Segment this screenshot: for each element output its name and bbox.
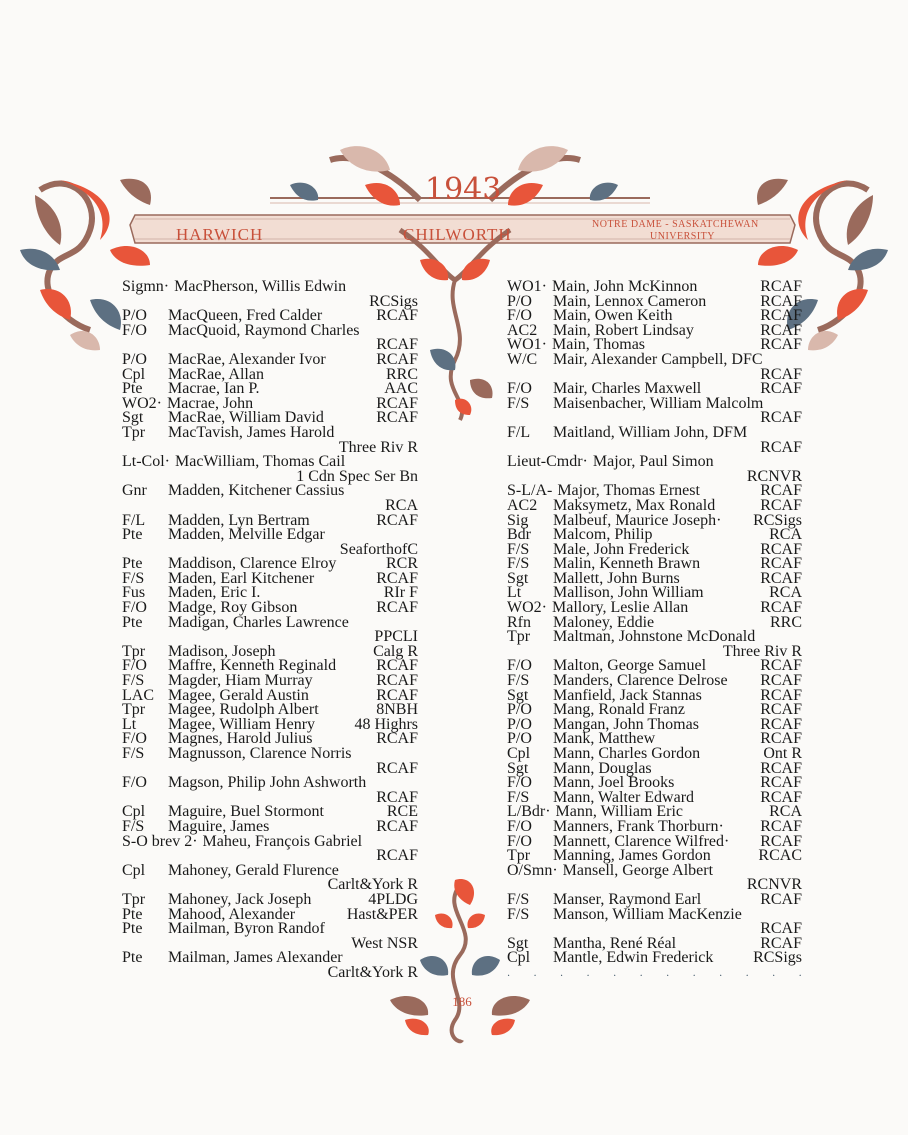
unit: RCAF xyxy=(760,336,802,354)
unit: RCA xyxy=(769,526,802,544)
unit-second-line: RCNVR xyxy=(746,876,802,894)
person-name: Magson, Philip John Ashworth xyxy=(168,774,367,792)
rank: L/Bdr· xyxy=(507,803,551,821)
unit: 4PLDG xyxy=(368,890,418,908)
rank: W/C xyxy=(507,350,538,368)
person-name: Magnusson, Clarence Norris xyxy=(168,745,352,762)
person-name: Malin, Kenneth Brawn xyxy=(553,555,701,573)
rank: Cpl xyxy=(122,861,146,879)
unit: RCAF xyxy=(760,321,802,339)
unit-second-line: RCSigs xyxy=(369,292,418,310)
rank: F/O xyxy=(507,307,532,325)
unit: RCA xyxy=(769,803,802,821)
person-name: Mair, Alexander Campbell, DFC xyxy=(553,350,763,368)
person-name: Mann, Joel Brooks xyxy=(553,774,675,792)
unit: RCA xyxy=(769,584,802,602)
center-vine xyxy=(420,259,493,420)
rank: F/O xyxy=(122,730,147,748)
person-name: Malton, George Samuel xyxy=(553,657,707,675)
rank: Sgt xyxy=(507,759,529,777)
unit: RCAF xyxy=(760,380,802,398)
person-name: Maguire, Buel Stormont xyxy=(168,803,324,821)
rank: Tpr xyxy=(507,847,531,865)
person-name: Male, John Frederick xyxy=(553,540,690,558)
rank: Pte xyxy=(122,613,143,631)
unit: RCAF xyxy=(760,307,802,325)
person-name: Madden, Lyn Bertram xyxy=(168,511,310,529)
unit: RCAF xyxy=(760,482,802,500)
rank: P/O xyxy=(507,292,532,310)
rank: Sigmn· xyxy=(122,278,170,295)
unit: RCAF xyxy=(376,672,418,690)
person-name: Macrae, Ian P. xyxy=(168,380,260,398)
roll-entry xyxy=(507,423,802,456)
rank: F/S xyxy=(507,672,530,690)
rank: Cpl xyxy=(122,365,146,383)
person-name: MacRae, William David xyxy=(168,409,324,427)
roll-entry xyxy=(507,350,802,383)
person-name: Manners, Frank Thorburn· xyxy=(553,817,724,835)
banner-label-right-line1: NOTRE DAME - SASKATCHEWAN xyxy=(592,219,759,230)
unit-second-line: Carlt&York R xyxy=(327,876,418,894)
person-name: Mann, Douglas xyxy=(553,759,652,777)
unit: RCAF xyxy=(760,599,802,617)
person-name: Mantle, Edwin Frederick xyxy=(553,949,714,967)
unit: Hast&PER xyxy=(346,905,418,923)
person-name: Maitland, William John, DFM xyxy=(553,423,748,441)
person-name: Maden, Earl Kitchener xyxy=(168,569,315,587)
rank: F/O xyxy=(507,832,532,850)
person-name: Maheu, François Gabriel xyxy=(202,832,363,850)
person-name: MacTavish, James Harold xyxy=(168,423,335,441)
rank: F/S xyxy=(507,890,530,908)
rank: WO2· xyxy=(122,394,162,412)
unit: RIr F xyxy=(383,584,418,602)
roll-entry xyxy=(122,321,418,354)
rank: F/O xyxy=(122,321,147,339)
unit: RCAF xyxy=(760,715,802,733)
person-name: Manning, James Gordon xyxy=(553,847,711,865)
person-name: Mahoney, Gerald Flurence xyxy=(168,861,339,879)
rank: WO2· xyxy=(507,599,547,617)
unit: RCAF xyxy=(760,890,802,908)
rank: P/O xyxy=(507,715,532,733)
roll-entry xyxy=(122,528,418,557)
unit: RCAF xyxy=(376,307,418,325)
roll-entry xyxy=(507,905,802,938)
roll-entry xyxy=(507,630,802,659)
person-name: Maddison, Clarence Elroy xyxy=(168,555,337,573)
person-name: Mank, Matthew xyxy=(553,730,656,748)
person-name: Main, Lennox Cameron xyxy=(553,292,707,310)
roll-entry xyxy=(122,423,418,456)
rank: Pte xyxy=(122,555,143,573)
unit: RCAF xyxy=(760,657,802,675)
unit: RCAF xyxy=(376,350,418,368)
unit: RCAF xyxy=(760,934,802,952)
rank: P/O xyxy=(507,730,532,748)
rank: WO1· xyxy=(507,336,547,354)
rank: Gnr xyxy=(122,482,147,500)
person-name: Mannett, Clarence Wilfred· xyxy=(553,832,730,850)
person-name: Mansell, George Albert xyxy=(562,861,714,879)
roll-entry xyxy=(122,613,418,646)
unit: RCAF xyxy=(760,496,802,514)
unit: RCSigs xyxy=(753,511,802,529)
person-name: Magder, Hiam Murray xyxy=(168,672,313,690)
person-name: Maloney, Eddie xyxy=(553,613,655,631)
person-name: Manser, Raymond Earl xyxy=(553,890,702,908)
unit: 48 Highrs xyxy=(354,715,418,733)
unit-second-line: RCAF xyxy=(760,438,802,456)
person-name: MacRae, Allan xyxy=(168,365,264,383)
unit-second-line: RCAF xyxy=(376,336,418,354)
rank: F/O xyxy=(507,657,532,675)
rank: Rfn xyxy=(507,613,531,631)
unit: RCAF xyxy=(376,686,418,704)
person-name: Mair, Charles Maxwell xyxy=(553,380,702,398)
rank: Cpl xyxy=(122,803,146,821)
rank: F/O xyxy=(507,774,532,792)
roll-entry xyxy=(122,922,418,951)
end-marks: · · · · · · · · · · · · xyxy=(507,971,802,982)
person-name: Mang, Ronald Franz xyxy=(553,701,685,719)
unit: RCR xyxy=(385,555,418,573)
rank: Pte xyxy=(122,380,143,398)
roll-entry xyxy=(507,951,802,966)
roll-entry xyxy=(122,455,418,484)
roll-entry xyxy=(122,951,418,980)
rank: Sgt xyxy=(122,409,144,427)
unit: RCAF xyxy=(760,832,802,850)
rank: Sgt xyxy=(507,686,529,704)
roll-entry xyxy=(122,861,418,894)
unit: RCAF xyxy=(760,278,802,295)
unit: RCAF xyxy=(376,817,418,835)
rank: F/S xyxy=(122,672,145,690)
rank: F/O xyxy=(122,599,147,617)
rank: S-O brev 2· xyxy=(122,832,198,850)
rank: Tpr xyxy=(122,642,146,660)
unit: RCSigs xyxy=(753,949,802,967)
roll-entry xyxy=(122,805,418,820)
person-name: Madge, Roy Gibson xyxy=(168,599,298,617)
person-name: MacPherson, Willis Edwin xyxy=(174,278,347,295)
unit: 8NBH xyxy=(376,701,418,719)
person-name: Maisenbacher, William Malcolm xyxy=(553,394,764,412)
rank: Sgt xyxy=(507,569,529,587)
roll-entry xyxy=(122,365,418,383)
person-name: Madden, Kitchener Cassius xyxy=(168,482,345,500)
year-heading: 1943 xyxy=(425,172,502,207)
roll-entry xyxy=(507,861,802,894)
rank: F/L xyxy=(122,511,146,529)
rank: Tpr xyxy=(122,423,146,441)
unit: RCAF xyxy=(760,672,802,690)
unit-second-line: RCAF xyxy=(376,847,418,865)
roll-entry xyxy=(122,776,418,805)
roll-entry xyxy=(507,455,802,484)
rank: Fus xyxy=(122,584,146,602)
person-name: Major, Thomas Ernest xyxy=(557,482,700,500)
rank: Sgt xyxy=(507,934,529,952)
unit: RCAF xyxy=(760,292,802,310)
rank: F/O xyxy=(122,774,147,792)
person-name: Magee, Gerald Austin xyxy=(168,686,309,704)
unit: RCAF xyxy=(760,774,802,792)
person-name: Major, Paul Simon xyxy=(592,453,714,471)
banner-label-middle: CHILWORTH xyxy=(403,225,512,244)
roll-entry xyxy=(507,601,802,616)
person-name: Mailman, James Alexander xyxy=(168,949,343,967)
person-name: Mantha, René Réal xyxy=(553,934,677,952)
rank: Lt-Col· xyxy=(122,453,170,471)
unit: AAC xyxy=(384,380,418,398)
person-name: Madison, Joseph xyxy=(168,642,276,660)
rank: F/S xyxy=(507,540,530,558)
person-name: Maffre, Kenneth Reginald xyxy=(168,657,337,675)
roll-entry xyxy=(122,350,418,368)
rank: P/O xyxy=(122,307,147,325)
person-name: Malbeuf, Maurice Joseph· xyxy=(553,511,722,529)
rank: P/O xyxy=(507,701,532,719)
person-name: Macrae, John xyxy=(166,394,254,412)
roll-entry xyxy=(122,280,418,309)
unit-second-line: RCAF xyxy=(376,788,418,806)
unit-second-line: RCAF xyxy=(760,409,802,427)
unit: Ont R xyxy=(763,745,802,762)
person-name: Madigan, Charles Lawrence xyxy=(168,613,349,631)
unit: RCAF xyxy=(376,511,418,529)
unit: RCAC xyxy=(758,847,802,865)
rank: F/S xyxy=(122,569,145,587)
person-name: Magnes, Harold Julius xyxy=(168,730,313,748)
rank: F/O xyxy=(122,657,147,675)
person-name: Main, Thomas xyxy=(551,336,646,354)
center-top-flourish xyxy=(290,146,618,280)
person-name: MacRae, Alexander Ivor xyxy=(168,350,326,368)
person-name: Maksymetz, Max Ronald xyxy=(553,496,716,514)
person-name: Madden, Melville Edgar xyxy=(168,526,325,544)
rank: AC2 xyxy=(507,496,538,514)
person-name: Manders, Clarence Delrose xyxy=(553,672,728,690)
person-name: Mallory, Leslie Allan xyxy=(551,599,689,617)
unit-second-line: 1 Cdn Spec Ser Bn xyxy=(296,467,418,485)
unit: RCAF xyxy=(376,657,418,675)
person-name: Mailman, Byron Randof xyxy=(168,920,325,938)
unit-second-line: Carlt&York R xyxy=(327,963,418,981)
person-name: Maltman, Johnstone McDonald xyxy=(553,628,756,646)
rank: F/S xyxy=(507,905,530,923)
roll-entry xyxy=(122,832,418,865)
person-name: Mann, Walter Edward xyxy=(553,788,695,806)
unit: RCAF xyxy=(376,599,418,617)
rank: Pte xyxy=(122,920,143,938)
unit-second-line: RCAF xyxy=(760,920,802,938)
person-name: Mahood, Alexander xyxy=(168,905,296,923)
rank: Bdr xyxy=(507,526,531,544)
rank: Cpl xyxy=(507,949,531,967)
unit-second-line: RCA xyxy=(385,496,418,514)
person-name: Main, Robert Lindsay xyxy=(553,321,694,339)
person-name: Manfield, Jack Stannas xyxy=(553,686,702,704)
person-name: Malcom, Philip xyxy=(553,526,653,544)
rank: Cpl xyxy=(507,745,531,762)
page-number: 186 xyxy=(452,994,472,1009)
unit-second-line: RCNVR xyxy=(746,467,802,485)
rank: F/O xyxy=(507,817,532,835)
unit: RCE xyxy=(386,803,418,821)
roll-entry xyxy=(507,511,802,529)
unit: RCAF xyxy=(760,759,802,777)
unit-second-line: RCAF xyxy=(376,759,418,777)
rank: LAC xyxy=(122,686,154,704)
rank: Sig xyxy=(507,511,529,529)
person-name: MacQuoid, Raymond Charles xyxy=(168,321,360,339)
unit-second-line: Three Riv R xyxy=(338,438,418,456)
rank: Pte xyxy=(122,526,143,544)
unit: RCAF xyxy=(760,540,802,558)
person-name: Magee, William Henry xyxy=(168,715,316,733)
unit: RCAF xyxy=(760,788,802,806)
roll-entry xyxy=(507,747,802,762)
unit: RCAF xyxy=(760,686,802,704)
unit: RCAF xyxy=(760,555,802,573)
rank: WO1· xyxy=(507,278,547,295)
rank: F/L xyxy=(507,423,531,441)
roll-entry xyxy=(122,569,418,587)
person-name: Mallison, John William xyxy=(553,584,704,602)
roll-entry xyxy=(507,394,802,427)
person-name: Mangan, John Thomas xyxy=(553,715,699,733)
person-name: Maguire, James xyxy=(168,817,270,835)
unit-second-line: PPCLI xyxy=(374,628,418,646)
unit: RCAF xyxy=(376,730,418,748)
unit-second-line: SeaforthofC xyxy=(339,540,418,558)
rank: Lt xyxy=(122,715,137,733)
person-name: Magee, Rudolph Albert xyxy=(168,701,319,719)
person-name: Mahoney, Jack Joseph xyxy=(168,890,312,908)
person-name: Main, Owen Keith xyxy=(553,307,673,325)
person-name: Mann, William Eric xyxy=(555,803,684,821)
rank: Tpr xyxy=(122,890,146,908)
right-name-column xyxy=(507,280,802,966)
person-name: MacQueen, Fred Calder xyxy=(168,307,323,325)
unit-second-line: RCAF xyxy=(760,365,802,383)
unit: RRC xyxy=(769,613,802,631)
rank: Pte xyxy=(122,949,143,967)
left-name-column xyxy=(122,280,418,981)
unit: RCAF xyxy=(760,569,802,587)
unit: RCAF xyxy=(760,701,802,719)
rank: S-L/A- xyxy=(507,482,553,500)
person-name: Mallett, John Burns xyxy=(553,569,680,587)
roll-entry xyxy=(122,484,418,513)
person-name: Manson, William MacKenzie xyxy=(553,905,742,923)
unit: RCAF xyxy=(376,409,418,427)
unit: RCAF xyxy=(376,569,418,587)
rank: AC2 xyxy=(507,321,538,339)
unit-second-line: West NSR xyxy=(351,934,418,952)
rank: F/O xyxy=(507,380,532,398)
rank: Tpr xyxy=(507,628,531,646)
person-name: Mann, Charles Gordon xyxy=(553,745,701,762)
rank: F/S xyxy=(507,394,530,412)
person-name: MacWilliam, Thomas Cail xyxy=(175,453,346,471)
rank: F/S xyxy=(507,788,530,806)
banner-label-right-line2: UNIVERSITY xyxy=(650,231,715,242)
banner-label-left: HARWICH xyxy=(176,225,264,244)
rank: Lt xyxy=(507,584,522,602)
rank: F/S xyxy=(122,745,145,762)
rank: F/S xyxy=(122,817,145,835)
unit: Calg R xyxy=(373,642,418,660)
rank: P/O xyxy=(122,350,147,368)
rank: F/S xyxy=(507,555,530,573)
roll-entry xyxy=(122,747,418,776)
person-name: Main, John McKinnon xyxy=(551,278,698,295)
person-name: Maden, Eric I. xyxy=(168,584,261,602)
unit: RCAF xyxy=(760,730,802,748)
unit-second-line: Three Riv R xyxy=(722,642,802,660)
rank: Pte xyxy=(122,905,143,923)
rank: Tpr xyxy=(122,701,146,719)
unit: RCAF xyxy=(376,394,418,412)
unit: RCAF xyxy=(760,817,802,835)
rank: O/Smn· xyxy=(507,861,558,879)
rank: Lieut-Cmdr· xyxy=(507,453,588,471)
unit: RRC xyxy=(385,365,418,383)
